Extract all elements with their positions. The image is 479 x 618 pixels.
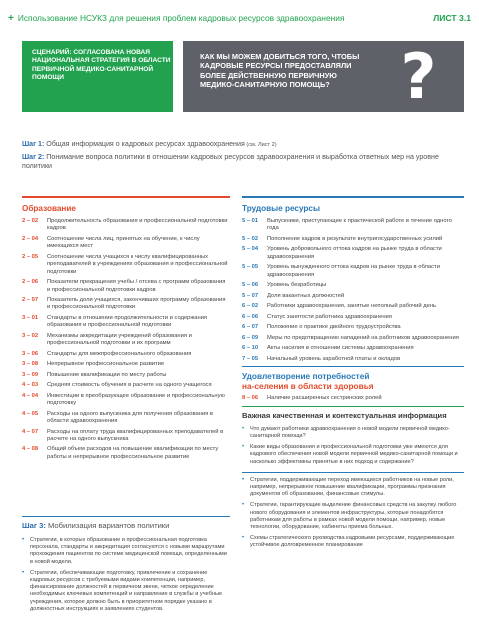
indicator-label: Механизмы аккредитации учреждений образования и профессиональной подготовки и их программ	[47, 332, 192, 347]
indicator-code: 4 – 04	[22, 392, 39, 399]
health-item	[242, 395, 464, 402]
bullet-item	[22, 570, 230, 613]
indicator-label: Уровень безработицы	[267, 282, 327, 289]
bullet-item	[242, 426, 464, 440]
indicator-code: 2 – 05	[22, 253, 39, 260]
indicator-label: Соотношение числа учащихся к числу квалифицированных преподавателей в учреждениях образования и профессиональной подготовки	[47, 253, 228, 275]
education-item	[22, 351, 230, 358]
labor-item	[242, 293, 464, 300]
right-column	[242, 196, 464, 554]
bullet-text: Стратегии, поддерживающие переход имеющихся работников на новые роли, например, непрерывное повышение квалификации, программы признания документов об образовании, финансовые стимулы.	[250, 476, 454, 498]
education-item	[22, 411, 230, 426]
indicator-label: Показатель доли учащихся, закончивших программу образования и профессиональной подготовки	[47, 297, 226, 311]
bullet-icon: •	[242, 444, 245, 451]
education-item	[22, 382, 230, 389]
indicator-code: 3 – 08	[22, 361, 39, 368]
labor-item	[242, 246, 464, 261]
indicator-code: 6 – 09	[242, 334, 259, 341]
indicator-label: Работники здравоохранения, занятые неполный рабочий день	[267, 303, 437, 310]
sheet-number: ЛИСТ 3.1	[433, 13, 471, 23]
education-item	[22, 297, 230, 312]
scenario-text: СЦЕНАРИЙ: СОГЛАСОВАНА НОВАЯ НАЦИОНАЛЬНАЯ СТРАТЕГИЯ В ОБЛАСТИ ПЕРВИЧНОЙ МЕДИКО-САНИТАРНОЙ ПОМОЩИ	[32, 49, 171, 82]
indicator-code: 2 – 06	[22, 279, 39, 286]
step-2: Шаг 2: Понимание вопроса политики в отношении кадровых ресурсов здравоохранения и выработка ответных мер на уровне политики	[22, 153, 439, 170]
indicator-code: 5 – 05	[242, 264, 259, 271]
indicator-code: 5 – 06	[242, 282, 259, 289]
education-item	[22, 279, 230, 294]
section-divider	[242, 196, 464, 198]
labor-item	[242, 236, 464, 243]
bullet-icon: •	[242, 535, 245, 542]
education-item	[22, 236, 230, 251]
indicator-label: Доля вакантных должностей	[267, 292, 345, 299]
bullet-item	[242, 502, 464, 531]
bullet-text: Схемы стратегического руководства кадровыми ресурсами, поддерживающие устойчивое долговременное планирование	[250, 535, 455, 549]
indicator-label: Наличие расширенных сестринских ролей	[267, 395, 382, 402]
bullet-item	[242, 535, 464, 549]
indicator-label: Пополнение кадров в результате внутригосударственных усилий	[267, 235, 443, 242]
bullet-item	[242, 477, 464, 499]
indicator-label: Инвестиции в преобразующее образование и профессиональную подготовку	[47, 392, 225, 407]
education-item	[22, 361, 230, 368]
indicator-code: 3 – 02	[22, 332, 39, 339]
labor-item	[242, 282, 464, 289]
indicator-label: Общий объем расходов на повышение квалификации по месту работы и непрерывное профессиональное развитие	[47, 446, 219, 460]
indicator-label: Начальный уровень заработной платы и окладов	[267, 355, 401, 362]
indicator-code: 4 – 07	[22, 428, 39, 435]
indicator-label: Уровень добровольного оттока кадров на рынке труда в области здравоохранения	[267, 246, 442, 260]
indicator-code: 2 – 04	[22, 235, 39, 242]
indicator-label: Расходы на оплату труда квалифицированных преподавателей в расчете на одного выпускника	[47, 428, 224, 442]
labor-item	[242, 345, 464, 352]
indicator-label: Стандарты в отношении продолжительности и содержания образования и профессиональной подготовки	[47, 314, 208, 329]
labor-item	[242, 324, 464, 331]
education-item	[22, 446, 230, 461]
page-header	[8, 12, 471, 24]
indicator-code: 6 – 07	[242, 324, 259, 331]
indicator-label: Уровень вынужденного оттока кадров на рынке труда в области здравоохранения	[267, 264, 440, 278]
bullet-icon: •	[242, 476, 245, 483]
section-divider	[242, 406, 464, 407]
section-divider	[242, 366, 464, 367]
indicator-code: 8 – 06	[242, 395, 259, 402]
education-item	[22, 333, 230, 348]
step3-right-bullets	[242, 477, 464, 550]
indicator-code: 4 – 08	[22, 446, 39, 453]
step-3-title: Шаг 3: Мобилизация вариантов политики	[22, 521, 170, 530]
indicator-code: 2 – 07	[22, 297, 39, 304]
indicator-code: 6 – 10	[242, 345, 259, 352]
plus-icon: +	[8, 12, 14, 24]
indicator-label: Расходы на одного выпускника для получения образования в области здравоохранения	[47, 410, 213, 425]
labor-item	[242, 264, 464, 279]
indicator-code: 5 – 02	[242, 235, 259, 242]
education-title: Образование	[22, 204, 76, 213]
bullet-text: Стратегии, гарантирующие выделение финансовых средств на закупку любого нового оборудования и элементов инфраструктуры, которые понадобятся работникам для работы в рамках новой модели помощи, например, новые технологии, оборудование, кабинеты приема больных.	[250, 502, 457, 530]
indicator-code: 4 – 03	[22, 382, 39, 389]
indicator-code: 3 – 09	[22, 371, 39, 378]
education-section	[22, 196, 230, 464]
indicator-label: Продолжительность образования и профессиональной подготовки кадров	[47, 218, 228, 232]
bullet-text: Стратегии, обеспечивающие подготовку, привлечение и сохранение кадровых ресурсов с требуемыми видами компетенции, например, финансирование должностей в первичном звене, четкое определение необходимых ключевых компетенций и направление в службы и учебные учреждения, которое должно быть в приоритетном порядке указано в должностных инструкциях и заявлениях студентов.	[30, 569, 223, 612]
education-item	[22, 315, 230, 330]
indicator-label: Положение о практике двойного трудоустройства	[267, 324, 401, 331]
labor-item	[242, 218, 464, 233]
section-divider	[22, 516, 230, 517]
section-divider	[22, 196, 230, 198]
indicator-label: Выпускники, приступающие к практической работе в течение одного года	[267, 218, 452, 232]
step-1: Шаг 1: Общая информация о кадровых ресурсах здравоохранения (см. Лист 2)	[22, 140, 277, 148]
question-mark-icon: ?	[400, 39, 437, 113]
indicator-code: 7 – 05	[242, 355, 259, 362]
bullet-icon: •	[242, 502, 245, 509]
section-divider	[242, 472, 464, 473]
question-box	[183, 41, 464, 112]
labor-item	[242, 303, 464, 310]
bullet-text: Что думают работники здравоохранения о новой модели первичной медико-санитарной помощи?	[250, 425, 450, 439]
bullet-text: Стратегии, в которых образование и профессиональная подготовка персонала, стандарты и аккредитация согласуются с новыми маршрутами прохождения пациентов по системе медицинской помощи, определенными в новой модели.	[30, 537, 227, 565]
steps	[22, 140, 462, 174]
indicator-code: 6 – 02	[242, 303, 259, 310]
indicator-label: Статус занятости работника здравоохранения	[267, 313, 392, 320]
indicator-label: Средняя стоимость обучения в расчете на одного учащегося	[47, 382, 212, 389]
labor-item	[242, 314, 464, 321]
education-item	[22, 393, 230, 408]
education-list	[22, 218, 230, 461]
indicator-code: 5 – 07	[242, 292, 259, 299]
indicator-code: 4 – 05	[22, 410, 39, 417]
step3-left-bullets	[22, 537, 230, 613]
indicator-label: Стандарты для межпрофессионального образования	[47, 350, 192, 357]
context-list	[242, 426, 464, 466]
indicator-label: Повышение квалификации по месту работы	[47, 371, 167, 378]
indicator-label: Показатели прекращения учебы / отсева с программ образования и профессиональной подготовки кадров	[47, 279, 226, 293]
indicator-code: 3 – 06	[22, 350, 39, 357]
bullet-item	[242, 444, 464, 466]
indicator-code: 5 – 01	[242, 218, 259, 224]
education-item	[22, 429, 230, 444]
bullet-icon: •	[242, 425, 245, 432]
labor-item	[242, 356, 464, 363]
labor-list	[242, 218, 464, 363]
bullet-item	[22, 537, 230, 566]
indicator-code: 3 – 01	[22, 314, 39, 321]
indicator-label: Меры по предотвращению нападений на работников здравоохранения	[267, 334, 459, 341]
labor-item	[242, 335, 464, 342]
education-item	[22, 218, 230, 233]
bullet-icon: •	[22, 537, 25, 543]
health-title: Удовлетворение потребностей на-селения в области здоровья	[242, 371, 374, 392]
bullet-text: Какие виды образования и профессиональной подготовки уже имеются для кадрового обеспечения новой модели первичной медико-санитарной помощи и насколько эффективны принятые в них подход и содержание?	[250, 444, 458, 465]
indicator-label: Соотношение числа лиц, принятых на обучение, к числу имеющихся мест	[47, 235, 200, 250]
health-list	[242, 395, 464, 402]
indicator-code: 5 – 04	[242, 246, 259, 253]
indicator-label: Акты насилия в отношении системы здравоохранения	[267, 345, 414, 352]
indicator-code: 6 – 06	[242, 313, 259, 320]
education-item	[22, 254, 230, 276]
labor-title: Трудовые ресурсы	[242, 204, 320, 213]
scenario-box	[22, 41, 173, 112]
indicator-label: Непрерывное профессиональное развитие	[47, 361, 165, 368]
question-text: КАК МЫ МОЖЕМ ДОБИТЬСЯ ТОГО, ЧТОБЫ КАДРОВЫЕ РЕСУРСЫ ПРЕДОСТАВЛЯЛИ БОЛЕЕ ДЕЙСТВЕННУЮ ПЕРВИЧНУЮ МЕДИКО-САНИТАРНУЮ ПОМОЩЬ?	[200, 52, 360, 89]
education-item	[22, 372, 230, 379]
indicator-code: 2 – 02	[22, 218, 39, 224]
step-3-section	[22, 516, 230, 617]
context-title: Важная качественная и контекстуальная информация	[242, 410, 447, 420]
header-title: Использование НСУКЗ для решения проблем кадровых ресурсов здравоохранения	[17, 13, 345, 23]
bullet-icon: •	[22, 569, 25, 576]
